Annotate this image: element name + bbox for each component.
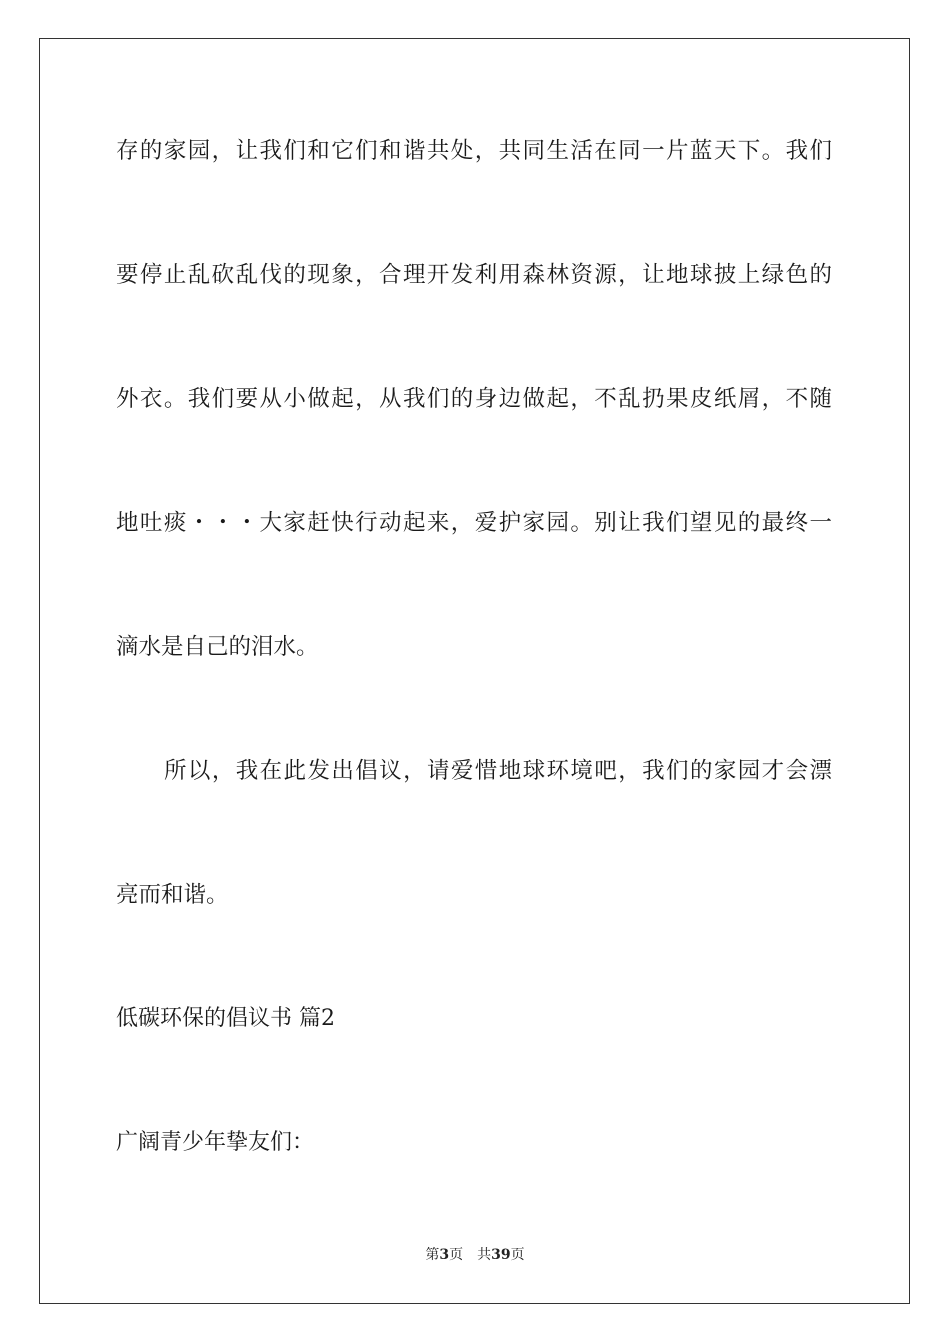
body-line-7: 亮而和谐。 (116, 882, 229, 908)
body-line-5: 滴水是自己的泪水。 (116, 634, 319, 660)
salutation: 广阔青少年挚友们： (116, 1130, 315, 1155)
section-title: 低碳环保的倡议书 篇2 (116, 1006, 335, 1031)
page-border (39, 38, 910, 1304)
body-line-2: 要停止乱砍乱伐的现象，合理开发利用森林资源，让地球披上绿色的 (116, 262, 832, 288)
footer-page-prefix: 第 (425, 1247, 440, 1263)
body-line-4: 地吐痰・・・大家赶快行动起来，爱护家园。别让我们望见的最终一 (116, 510, 832, 536)
footer-total-prefix: 共 (477, 1247, 492, 1263)
footer-page-suffix: 页 (449, 1247, 464, 1263)
page-footer (0, 1246, 950, 1264)
footer-page-number: 3 (439, 1247, 450, 1263)
footer-total-suffix: 页 (510, 1247, 525, 1263)
body-line-3: 外衣。我们要从小做起，从我们的身边做起，不乱扔果皮纸屑，不随 (116, 386, 832, 412)
body-line-1: 存的家园，让我们和它们和谐共处，共同生活在同一片蓝天下。我们 (116, 138, 832, 164)
footer-total-pages: 39 (491, 1247, 511, 1263)
body-line-6: 所以，我在此发出倡议，请爱惜地球环境吧，我们的家园才会漂 (164, 758, 832, 784)
